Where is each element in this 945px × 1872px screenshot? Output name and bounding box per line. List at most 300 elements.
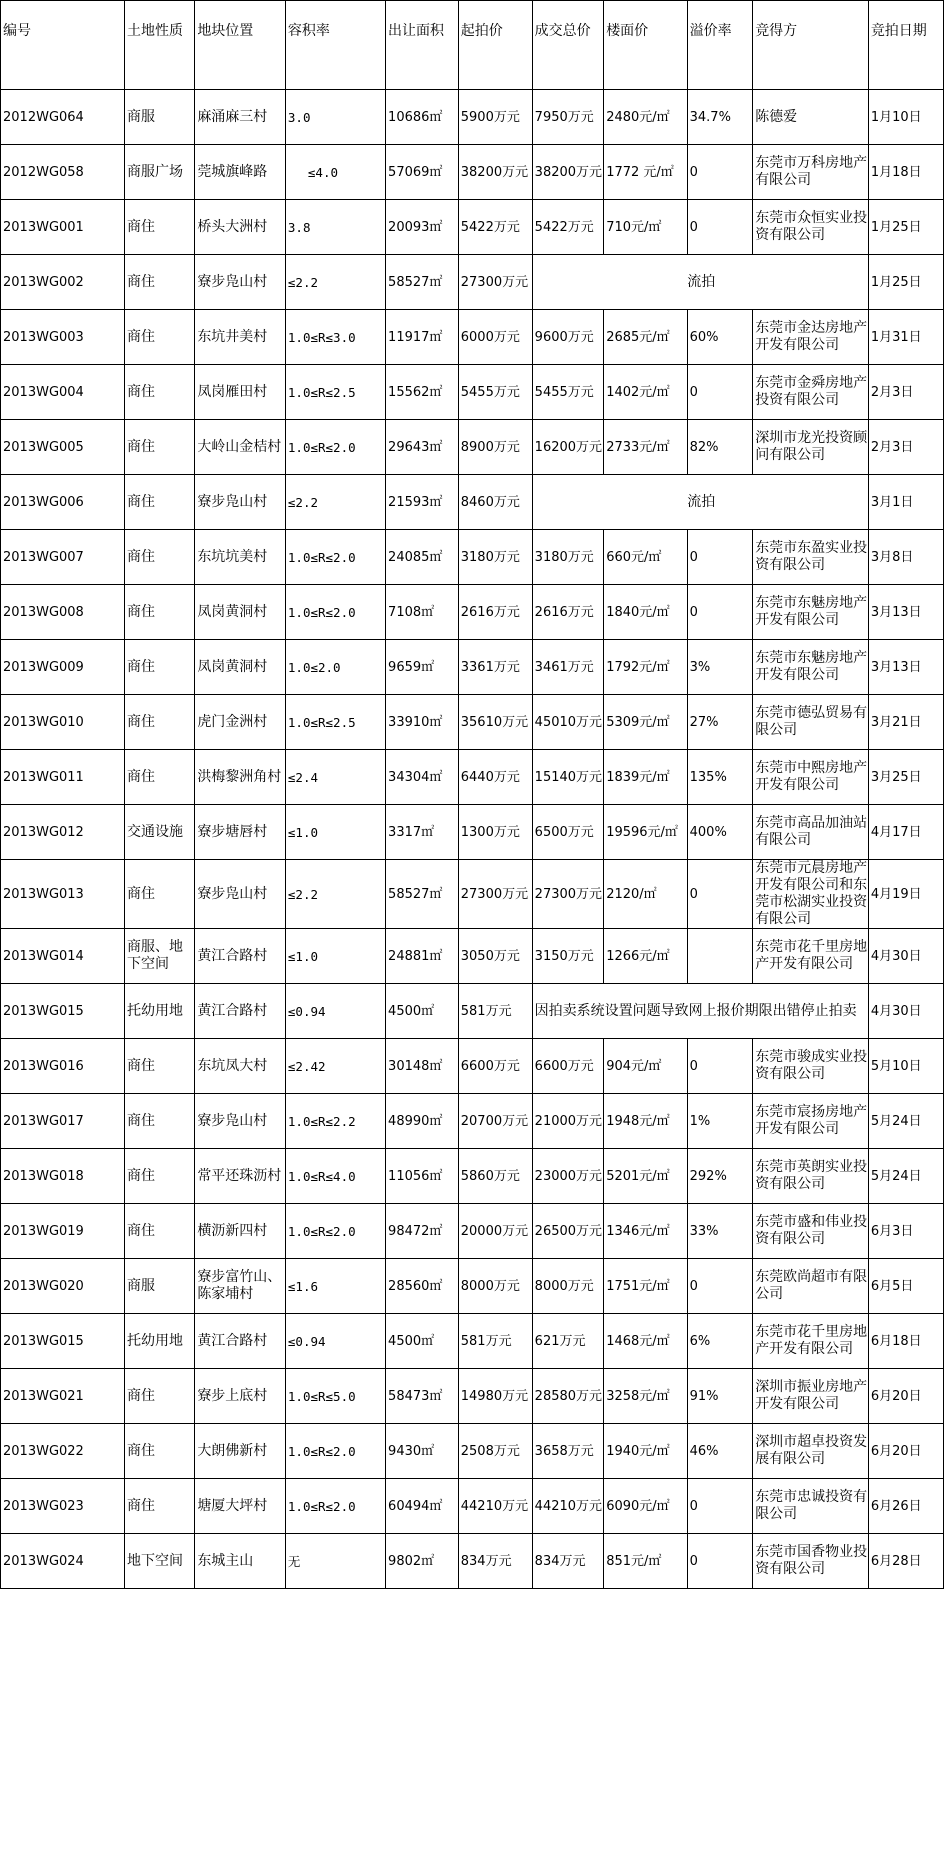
table-row bbox=[1, 420, 944, 475]
buyer-cell: 东莞市骏成实业投资有限公司 bbox=[753, 1039, 869, 1094]
plot-ratio-cell: ≤1.0 bbox=[285, 929, 385, 984]
parcel-id-cell: 2013WG014 bbox=[1, 929, 125, 984]
buyer-cell: 东莞欧尚超市有限公司 bbox=[753, 1259, 869, 1314]
parcel-id-cell: 2013WG009 bbox=[1, 640, 125, 695]
starting-price-cell: 6440万元 bbox=[458, 750, 532, 805]
parcel-id-cell: 2013WG010 bbox=[1, 695, 125, 750]
total-price-cell: 44210万元 bbox=[532, 1479, 604, 1534]
table-row bbox=[1, 1534, 944, 1589]
area-cell: 11056㎡ bbox=[386, 1149, 459, 1204]
premium-rate-cell: 0 bbox=[687, 530, 753, 585]
header-cell: 竞拍日期 bbox=[868, 1, 943, 90]
auction-date-cell: 6月28日 bbox=[868, 1534, 943, 1589]
buyer-cell: 东莞市国香物业投资有限公司 bbox=[753, 1534, 869, 1589]
starting-price-cell: 27300万元 bbox=[458, 255, 532, 310]
unit-price-cell: 5309元/㎡ bbox=[604, 695, 687, 750]
location-cell: 黄江合路村 bbox=[195, 1314, 286, 1369]
land-type-cell: 托幼用地 bbox=[124, 984, 194, 1039]
plot-ratio-cell: 1.0≤R≤3.0 bbox=[285, 310, 385, 365]
plot-ratio-cell: ≤2.42 bbox=[285, 1039, 385, 1094]
total-price-cell: 27300万元 bbox=[532, 860, 604, 929]
unit-price-cell: 2685元/㎡ bbox=[604, 310, 687, 365]
auction-date-cell: 6月20日 bbox=[868, 1369, 943, 1424]
buyer-cell: 东莞市花千里房地产开发有限公司 bbox=[753, 1314, 869, 1369]
buyer-cell: 东莞市忠诚投资有限公司 bbox=[753, 1479, 869, 1534]
location-cell: 麻涌麻三村 bbox=[195, 90, 286, 145]
starting-price-cell: 834万元 bbox=[458, 1534, 532, 1589]
area-cell: 28560㎡ bbox=[386, 1259, 459, 1314]
location-cell: 寮步凫山村 bbox=[195, 1094, 286, 1149]
auction-date-cell: 4月19日 bbox=[868, 860, 943, 929]
table-row bbox=[1, 585, 944, 640]
premium-rate-cell: 1% bbox=[687, 1094, 753, 1149]
land-type-cell: 商住 bbox=[124, 530, 194, 585]
plot-ratio-cell: ≤1.0 bbox=[285, 805, 385, 860]
location-cell: 常平还珠沥村 bbox=[195, 1149, 286, 1204]
table-header-row bbox=[1, 1, 944, 90]
location-cell: 寮步凫山村 bbox=[195, 475, 286, 530]
table-row bbox=[1, 145, 944, 200]
plot-ratio-cell: 1.0≤R≤5.0 bbox=[285, 1369, 385, 1424]
parcel-id-cell: 2013WG017 bbox=[1, 1094, 125, 1149]
table-row bbox=[1, 1369, 944, 1424]
area-cell: 11917㎡ bbox=[386, 310, 459, 365]
land-type-cell: 商住 bbox=[124, 1094, 194, 1149]
table-row bbox=[1, 255, 944, 310]
area-cell: 20093㎡ bbox=[386, 200, 459, 255]
buyer-cell: 东莞市万科房地产有限公司 bbox=[753, 145, 869, 200]
land-type-cell: 商住 bbox=[124, 1369, 194, 1424]
auction-date-cell: 2月3日 bbox=[868, 420, 943, 475]
starting-price-cell: 6600万元 bbox=[458, 1039, 532, 1094]
parcel-id-cell: 2013WG015 bbox=[1, 1314, 125, 1369]
starting-price-cell: 5900万元 bbox=[458, 90, 532, 145]
table-row bbox=[1, 1424, 944, 1479]
premium-rate-cell: 0 bbox=[687, 200, 753, 255]
plot-ratio-cell: ≤2.2 bbox=[285, 255, 385, 310]
area-cell: 10686㎡ bbox=[386, 90, 459, 145]
header-cell: 地块位置 bbox=[195, 1, 286, 90]
buyer-cell: 东莞市金舜房地产投资有限公司 bbox=[753, 365, 869, 420]
unit-price-cell: 2480元/㎡ bbox=[604, 90, 687, 145]
plot-ratio-cell: ≤2.2 bbox=[285, 475, 385, 530]
total-price-cell: 28580万元 bbox=[532, 1369, 604, 1424]
plot-ratio-cell: 1.0≤R≤2.0 bbox=[285, 1204, 385, 1259]
area-cell: 24881㎡ bbox=[386, 929, 459, 984]
table-row bbox=[1, 1314, 944, 1369]
location-cell: 虎门金洲村 bbox=[195, 695, 286, 750]
plot-ratio-cell: 1.0≤R≤4.0 bbox=[285, 1149, 385, 1204]
buyer-cell: 东莞市金达房地产开发有限公司 bbox=[753, 310, 869, 365]
unit-price-cell: 1346元/㎡ bbox=[604, 1204, 687, 1259]
parcel-id-cell: 2013WG015 bbox=[1, 984, 125, 1039]
premium-rate-cell: 60% bbox=[687, 310, 753, 365]
premium-rate-cell: 135% bbox=[687, 750, 753, 805]
table-row bbox=[1, 1039, 944, 1094]
starting-price-cell: 38200万元 bbox=[458, 145, 532, 200]
location-cell: 凤岗黄洞村 bbox=[195, 640, 286, 695]
plot-ratio-cell: 3.8 bbox=[285, 200, 385, 255]
plot-ratio-cell: 1.0≤R≤2.5 bbox=[285, 695, 385, 750]
auction-date-cell: 3月8日 bbox=[868, 530, 943, 585]
starting-price-cell: 3180万元 bbox=[458, 530, 532, 585]
plot-ratio-cell: 1.0≤R≤2.0 bbox=[285, 1479, 385, 1534]
unit-price-cell: 1402元/㎡ bbox=[604, 365, 687, 420]
auction-date-cell: 5月10日 bbox=[868, 1039, 943, 1094]
premium-rate-cell: 0 bbox=[687, 585, 753, 640]
table-row bbox=[1, 750, 944, 805]
auction-date-cell: 1月31日 bbox=[868, 310, 943, 365]
unit-price-cell: 3258元/㎡ bbox=[604, 1369, 687, 1424]
plot-ratio-cell: 1.0≤R≤2.0 bbox=[285, 420, 385, 475]
table-body bbox=[1, 90, 944, 1589]
total-price-cell: 21000万元 bbox=[532, 1094, 604, 1149]
unit-price-cell: 710元/㎡ bbox=[604, 200, 687, 255]
plot-ratio-cell: 1.0≤2.0 bbox=[285, 640, 385, 695]
land-type-cell: 商住 bbox=[124, 200, 194, 255]
location-cell: 洪梅黎洲角村 bbox=[195, 750, 286, 805]
auction-date-cell: 3月13日 bbox=[868, 585, 943, 640]
header-cell: 土地性质 bbox=[124, 1, 194, 90]
starting-price-cell: 1300万元 bbox=[458, 805, 532, 860]
total-price-cell: 6600万元 bbox=[532, 1039, 604, 1094]
land-type-cell: 商服 bbox=[124, 90, 194, 145]
header-cell: 成交总价 bbox=[532, 1, 604, 90]
plot-ratio-cell: 1.0≤R≤2.2 bbox=[285, 1094, 385, 1149]
land-type-cell: 商住 bbox=[124, 1479, 194, 1534]
location-cell: 东坑凤大村 bbox=[195, 1039, 286, 1094]
table-row bbox=[1, 929, 944, 984]
plot-ratio-cell: 1.0≤R≤2.0 bbox=[285, 530, 385, 585]
buyer-cell: 东莞市众恒实业投资有限公司 bbox=[753, 200, 869, 255]
location-cell: 寮步凫山村 bbox=[195, 860, 286, 929]
land-type-cell: 托幼用地 bbox=[124, 1314, 194, 1369]
total-price-cell: 15140万元 bbox=[532, 750, 604, 805]
premium-rate-cell: 0 bbox=[687, 860, 753, 929]
parcel-id-cell: 2013WG020 bbox=[1, 1259, 125, 1314]
parcel-id-cell: 2013WG005 bbox=[1, 420, 125, 475]
auction-date-cell: 4月17日 bbox=[868, 805, 943, 860]
premium-rate-cell: 3% bbox=[687, 640, 753, 695]
area-cell: 9659㎡ bbox=[386, 640, 459, 695]
parcel-id-cell: 2013WG019 bbox=[1, 1204, 125, 1259]
auction-date-cell: 3月25日 bbox=[868, 750, 943, 805]
starting-price-cell: 2508万元 bbox=[458, 1424, 532, 1479]
premium-rate-cell: 0 bbox=[687, 365, 753, 420]
table-row bbox=[1, 695, 944, 750]
location-cell: 塘厦大坪村 bbox=[195, 1479, 286, 1534]
parcel-id-cell: 2012WG058 bbox=[1, 145, 125, 200]
unit-price-cell: 660元/㎡ bbox=[604, 530, 687, 585]
land-type-cell: 商住 bbox=[124, 585, 194, 640]
premium-rate-cell: 34.7% bbox=[687, 90, 753, 145]
location-cell: 莞城旗峰路 bbox=[195, 145, 286, 200]
table-row bbox=[1, 1149, 944, 1204]
parcel-id-cell: 2013WG024 bbox=[1, 1534, 125, 1589]
area-cell: 15562㎡ bbox=[386, 365, 459, 420]
premium-rate-cell: 46% bbox=[687, 1424, 753, 1479]
starting-price-cell: 8000万元 bbox=[458, 1259, 532, 1314]
total-price-cell: 45010万元 bbox=[532, 695, 604, 750]
auction-date-cell: 5月24日 bbox=[868, 1149, 943, 1204]
status-note-cell: 流拍 bbox=[532, 255, 868, 310]
location-cell: 大岭山金桔村 bbox=[195, 420, 286, 475]
unit-price-cell: 1940元/㎡ bbox=[604, 1424, 687, 1479]
plot-ratio-cell: 1.0≤R≤2.0 bbox=[285, 1424, 385, 1479]
buyer-cell: 东莞市东盈实业投资有限公司 bbox=[753, 530, 869, 585]
location-cell: 黄江合路村 bbox=[195, 929, 286, 984]
plot-ratio-cell: ≤2.2 bbox=[285, 860, 385, 929]
plot-ratio-cell: 无 bbox=[285, 1534, 385, 1589]
auction-date-cell: 4月30日 bbox=[868, 984, 943, 1039]
header-cell: 出让面积 bbox=[386, 1, 459, 90]
unit-price-cell: 904元/㎡ bbox=[604, 1039, 687, 1094]
starting-price-cell: 2616万元 bbox=[458, 585, 532, 640]
table-row bbox=[1, 860, 944, 929]
total-price-cell: 3461万元 bbox=[532, 640, 604, 695]
buyer-cell: 东莞市英朗实业投资有限公司 bbox=[753, 1149, 869, 1204]
total-price-cell: 5455万元 bbox=[532, 365, 604, 420]
unit-price-cell: 1266元/㎡ bbox=[604, 929, 687, 984]
status-note-cell: 因拍卖系统设置问题导致网上报价期限出错停止拍卖 bbox=[532, 984, 868, 1039]
auction-date-cell: 2月3日 bbox=[868, 365, 943, 420]
area-cell: 9802㎡ bbox=[386, 1534, 459, 1589]
unit-price-cell: 851元/㎡ bbox=[604, 1534, 687, 1589]
premium-rate-cell: 0 bbox=[687, 1534, 753, 1589]
auction-date-cell: 6月18日 bbox=[868, 1314, 943, 1369]
land-type-cell: 商住 bbox=[124, 420, 194, 475]
table-row bbox=[1, 310, 944, 365]
parcel-id-cell: 2013WG013 bbox=[1, 860, 125, 929]
location-cell: 东城主山 bbox=[195, 1534, 286, 1589]
unit-price-cell: 6090元/㎡ bbox=[604, 1479, 687, 1534]
table-row bbox=[1, 805, 944, 860]
table-row bbox=[1, 90, 944, 145]
starting-price-cell: 3050万元 bbox=[458, 929, 532, 984]
starting-price-cell: 20000万元 bbox=[458, 1204, 532, 1259]
unit-price-cell: 1948元/㎡ bbox=[604, 1094, 687, 1149]
land-type-cell: 商住 bbox=[124, 750, 194, 805]
buyer-cell: 东莞市高品加油站有限公司 bbox=[753, 805, 869, 860]
buyer-cell: 东莞市东魅房地产开发有限公司 bbox=[753, 640, 869, 695]
total-price-cell: 26500万元 bbox=[532, 1204, 604, 1259]
location-cell: 东坑井美村 bbox=[195, 310, 286, 365]
starting-price-cell: 3361万元 bbox=[458, 640, 532, 695]
total-price-cell: 3180万元 bbox=[532, 530, 604, 585]
auction-date-cell: 1月10日 bbox=[868, 90, 943, 145]
header-cell: 竞得方 bbox=[753, 1, 869, 90]
area-cell: 60494㎡ bbox=[386, 1479, 459, 1534]
land-type-cell: 商住 bbox=[124, 640, 194, 695]
premium-rate-cell: 91% bbox=[687, 1369, 753, 1424]
unit-price-cell: 2733元/㎡ bbox=[604, 420, 687, 475]
total-price-cell: 5422万元 bbox=[532, 200, 604, 255]
land-type-cell: 交通设施 bbox=[124, 805, 194, 860]
plot-ratio-cell: 1.0≤R≤2.5 bbox=[285, 365, 385, 420]
header-cell: 起拍价 bbox=[458, 1, 532, 90]
premium-rate-cell: 33% bbox=[687, 1204, 753, 1259]
unit-price-cell: 1792元/㎡ bbox=[604, 640, 687, 695]
area-cell: 48990㎡ bbox=[386, 1094, 459, 1149]
buyer-cell: 东莞市东魅房地产开发有限公司 bbox=[753, 585, 869, 640]
area-cell: 9430㎡ bbox=[386, 1424, 459, 1479]
header-cell: 容积率 bbox=[285, 1, 385, 90]
status-note-cell: 流拍 bbox=[532, 475, 868, 530]
land-type-cell: 商住 bbox=[124, 310, 194, 365]
parcel-id-cell: 2013WG004 bbox=[1, 365, 125, 420]
auction-date-cell: 4月30日 bbox=[868, 929, 943, 984]
land-type-cell: 商住 bbox=[124, 695, 194, 750]
location-cell: 寮步塘唇村 bbox=[195, 805, 286, 860]
parcel-id-cell: 2013WG021 bbox=[1, 1369, 125, 1424]
total-price-cell: 3150万元 bbox=[532, 929, 604, 984]
total-price-cell: 38200万元 bbox=[532, 145, 604, 200]
auction-date-cell: 6月26日 bbox=[868, 1479, 943, 1534]
area-cell: 57069㎡ bbox=[386, 145, 459, 200]
premium-rate-cell: 0 bbox=[687, 1479, 753, 1534]
area-cell: 30148㎡ bbox=[386, 1039, 459, 1094]
buyer-cell: 东莞市元晨房地产开发有限公司和东莞市松湖实业投资有限公司 bbox=[753, 860, 869, 929]
starting-price-cell: 581万元 bbox=[458, 984, 532, 1039]
starting-price-cell: 581万元 bbox=[458, 1314, 532, 1369]
area-cell: 33910㎡ bbox=[386, 695, 459, 750]
auction-date-cell: 1月25日 bbox=[868, 200, 943, 255]
parcel-id-cell: 2013WG011 bbox=[1, 750, 125, 805]
table-row bbox=[1, 1259, 944, 1314]
land-type-cell: 商住 bbox=[124, 1424, 194, 1479]
location-cell: 寮步凫山村 bbox=[195, 255, 286, 310]
area-cell: 4500㎡ bbox=[386, 984, 459, 1039]
auction-date-cell: 1月18日 bbox=[868, 145, 943, 200]
auction-date-cell: 3月13日 bbox=[868, 640, 943, 695]
buyer-cell: 东莞市宸扬房地产开发有限公司 bbox=[753, 1094, 869, 1149]
location-cell: 凤岗黄洞村 bbox=[195, 585, 286, 640]
land-type-cell: 商住 bbox=[124, 365, 194, 420]
starting-price-cell: 35610万元 bbox=[458, 695, 532, 750]
area-cell: 21593㎡ bbox=[386, 475, 459, 530]
table-row bbox=[1, 365, 944, 420]
table-row bbox=[1, 200, 944, 255]
plot-ratio-cell: ≤0.94 bbox=[285, 984, 385, 1039]
buyer-cell: 深圳市超卓投资发展有限公司 bbox=[753, 1424, 869, 1479]
starting-price-cell: 5422万元 bbox=[458, 200, 532, 255]
buyer-cell: 东莞市花千里房地产开发有限公司 bbox=[753, 929, 869, 984]
parcel-id-cell: 2013WG023 bbox=[1, 1479, 125, 1534]
starting-price-cell: 14980万元 bbox=[458, 1369, 532, 1424]
land-type-cell: 商住 bbox=[124, 1039, 194, 1094]
plot-ratio-cell: ≤4.0 bbox=[285, 145, 385, 200]
table-row bbox=[1, 984, 944, 1039]
premium-rate-cell: 0 bbox=[687, 1259, 753, 1314]
total-price-cell: 2616万元 bbox=[532, 585, 604, 640]
auction-date-cell: 1月25日 bbox=[868, 255, 943, 310]
plot-ratio-cell: ≤2.4 bbox=[285, 750, 385, 805]
buyer-cell: 深圳市龙光投资顾问有限公司 bbox=[753, 420, 869, 475]
unit-price-cell: 1751元/㎡ bbox=[604, 1259, 687, 1314]
land-type-cell: 商服、地下空间 bbox=[124, 929, 194, 984]
header-cell: 溢价率 bbox=[687, 1, 753, 90]
area-cell: 58473㎡ bbox=[386, 1369, 459, 1424]
auction-date-cell: 6月20日 bbox=[868, 1424, 943, 1479]
land-type-cell: 商住 bbox=[124, 255, 194, 310]
plot-ratio-cell: ≤1.6 bbox=[285, 1259, 385, 1314]
land-type-cell: 商住 bbox=[124, 1149, 194, 1204]
unit-price-cell: 5201元/㎡ bbox=[604, 1149, 687, 1204]
location-cell: 寮步上底村 bbox=[195, 1369, 286, 1424]
land-type-cell: 商住 bbox=[124, 1204, 194, 1259]
parcel-id-cell: 2013WG008 bbox=[1, 585, 125, 640]
starting-price-cell: 27300万元 bbox=[458, 860, 532, 929]
unit-price-cell: 1468元/㎡ bbox=[604, 1314, 687, 1369]
starting-price-cell: 8460万元 bbox=[458, 475, 532, 530]
auction-date-cell: 3月21日 bbox=[868, 695, 943, 750]
buyer-cell: 东莞市德弘贸易有限公司 bbox=[753, 695, 869, 750]
unit-price-cell: 1772 元/㎡ bbox=[604, 145, 687, 200]
buyer-cell: 陈德爱 bbox=[753, 90, 869, 145]
total-price-cell: 16200万元 bbox=[532, 420, 604, 475]
table-row bbox=[1, 530, 944, 585]
location-cell: 东坑坑美村 bbox=[195, 530, 286, 585]
unit-price-cell: 19596元/㎡ bbox=[604, 805, 687, 860]
table-row bbox=[1, 1479, 944, 1534]
buyer-cell: 东莞市盛和伟业投资有限公司 bbox=[753, 1204, 869, 1259]
area-cell: 3317㎡ bbox=[386, 805, 459, 860]
location-cell: 凤岗雁田村 bbox=[195, 365, 286, 420]
header-cell: 编号 bbox=[1, 1, 125, 90]
area-cell: 4500㎡ bbox=[386, 1314, 459, 1369]
auction-date-cell: 6月3日 bbox=[868, 1204, 943, 1259]
area-cell: 58527㎡ bbox=[386, 255, 459, 310]
location-cell: 大朗佛新村 bbox=[195, 1424, 286, 1479]
parcel-id-cell: 2013WG012 bbox=[1, 805, 125, 860]
auction-date-cell: 5月24日 bbox=[868, 1094, 943, 1149]
premium-rate-cell: 400% bbox=[687, 805, 753, 860]
plot-ratio-cell: 3.0 bbox=[285, 90, 385, 145]
parcel-id-cell: 2013WG022 bbox=[1, 1424, 125, 1479]
total-price-cell: 7950万元 bbox=[532, 90, 604, 145]
area-cell: 34304㎡ bbox=[386, 750, 459, 805]
premium-rate-cell: 292% bbox=[687, 1149, 753, 1204]
parcel-id-cell: 2013WG003 bbox=[1, 310, 125, 365]
starting-price-cell: 5860万元 bbox=[458, 1149, 532, 1204]
premium-rate-cell: 27% bbox=[687, 695, 753, 750]
area-cell: 24085㎡ bbox=[386, 530, 459, 585]
land-type-cell: 商服广场 bbox=[124, 145, 194, 200]
parcel-id-cell: 2013WG006 bbox=[1, 475, 125, 530]
area-cell: 7108㎡ bbox=[386, 585, 459, 640]
land-type-cell: 商住 bbox=[124, 860, 194, 929]
table-row bbox=[1, 1204, 944, 1259]
total-price-cell: 23000万元 bbox=[532, 1149, 604, 1204]
land-type-cell: 商住 bbox=[124, 475, 194, 530]
unit-price-cell: 1840元/㎡ bbox=[604, 585, 687, 640]
area-cell: 58527㎡ bbox=[386, 860, 459, 929]
starting-price-cell: 6000万元 bbox=[458, 310, 532, 365]
parcel-id-cell: 2013WG018 bbox=[1, 1149, 125, 1204]
parcel-id-cell: 2013WG001 bbox=[1, 200, 125, 255]
plot-ratio-cell: ≤0.94 bbox=[285, 1314, 385, 1369]
location-cell: 桥头大洲村 bbox=[195, 200, 286, 255]
parcel-id-cell: 2013WG016 bbox=[1, 1039, 125, 1094]
total-price-cell: 9600万元 bbox=[532, 310, 604, 365]
total-price-cell: 6500万元 bbox=[532, 805, 604, 860]
area-cell: 29643㎡ bbox=[386, 420, 459, 475]
buyer-cell: 东莞市中熙房地产开发有限公司 bbox=[753, 750, 869, 805]
starting-price-cell: 20700万元 bbox=[458, 1094, 532, 1149]
area-cell: 98472㎡ bbox=[386, 1204, 459, 1259]
total-price-cell: 3658万元 bbox=[532, 1424, 604, 1479]
auction-date-cell: 3月1日 bbox=[868, 475, 943, 530]
